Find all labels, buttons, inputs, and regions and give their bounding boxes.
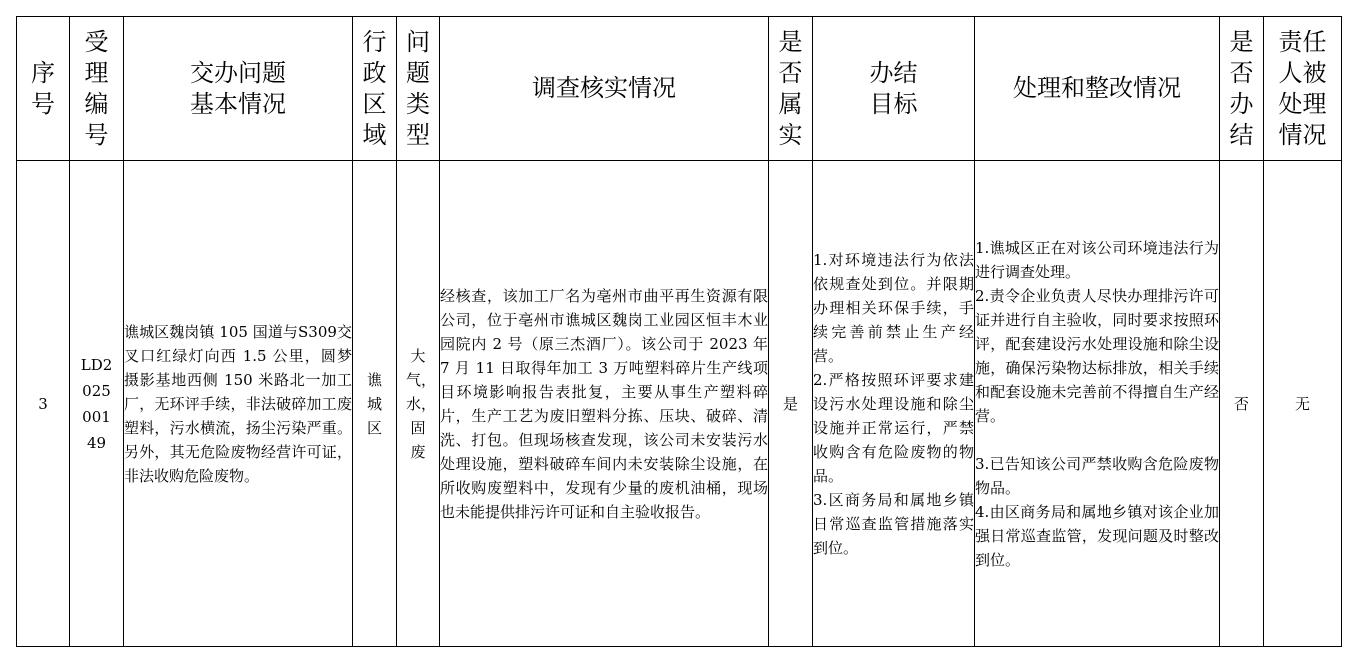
cell-type: 大气，水，固废 — [397, 161, 440, 647]
header-region: 行政区域 — [353, 17, 397, 161]
cell-investigation: 经核查，该加工厂名为亳州市曲平再生资源有限公司，位于亳州市谯城区魏岗工业园区恒丰木业园院内 2 号（原三杰酒厂）。该公司于 2023 年 7 月 11 日取得年加工 3 万吨塑料碎片生产线项目环境影响报告表批复，主要从事生产塑料碎片，生产工艺为废旧塑料分拣、压块、破碎、清洗、打包。但现场核查发现，该公司未安装污水处理设施，塑料破碎车间内未安装除尘设施，在所收购废塑料中，发现有少量的废机油桶，现场也未能提供排污许可证和自主验收报告。 — [440, 161, 769, 647]
header-accept-no: 受理编号 — [70, 17, 124, 161]
cell-completed: 否 — [1220, 161, 1264, 647]
cell-region: 谯城区 — [353, 161, 397, 647]
cell-goal: 1.对环境违法行为依法依规查处到位。并限期办理相关环保手续，手续完善前禁止生产经营。 2.严格按照环评要求建设污水处理设施和除尘设施并正常运行，严禁收购含有危险废物的物品。 3.区商务局和属地乡镇日常巡查监管措施落实到位。 — [813, 161, 975, 647]
header-investigation: 调查核实情况 — [440, 17, 769, 161]
cell-issue: 谯城区魏岗镇 105 国道与S309交叉口红绿灯向西 1.5 公里，圆梦摄影基地西侧 150 米路北一加工厂，无环评手续，非法破碎加工废塑料，污水横流，扬尘污染严重。另外，其无危险废物经营许可证，非法收购危险废物。 — [124, 161, 353, 647]
header-completed: 是否办结 — [1220, 17, 1264, 161]
cell-accountability: 无 — [1264, 161, 1342, 647]
cell-handling: 1.谯城区正在对该公司环境违法行为进行调查处理。 2.责令企业负责人尽快办理排污许可证并进行自主验收，同时要求按照环评，配套建设污水处理设施和除尘设施，确保污染物达标排放，相关手续和配套设施未完善前不得擅自生产经营。 3.已告知该公司严禁收购含危险废物物品。 4.由区商务局和属地乡镇对该企业加强日常巡查监管，发现问题及时整改到位。 — [975, 161, 1220, 647]
header-accountability: 责任人被处理情况 — [1264, 17, 1342, 161]
cell-verified: 是 — [769, 161, 813, 647]
header-seq: 序号 — [17, 17, 70, 161]
header-goal: 办结 目标 — [813, 17, 975, 161]
table-row — [17, 161, 1342, 647]
case-table — [16, 16, 1342, 647]
header-handling: 处理和整改情况 — [975, 17, 1220, 161]
header-type: 问题类型 — [397, 17, 440, 161]
header-issue: 交办问题 基本情况 — [124, 17, 353, 161]
header-row — [17, 17, 1342, 161]
cell-accept-no: LD202500149 — [70, 161, 124, 647]
header-verified: 是否属实 — [769, 17, 813, 161]
cell-seq: 3 — [17, 161, 70, 647]
